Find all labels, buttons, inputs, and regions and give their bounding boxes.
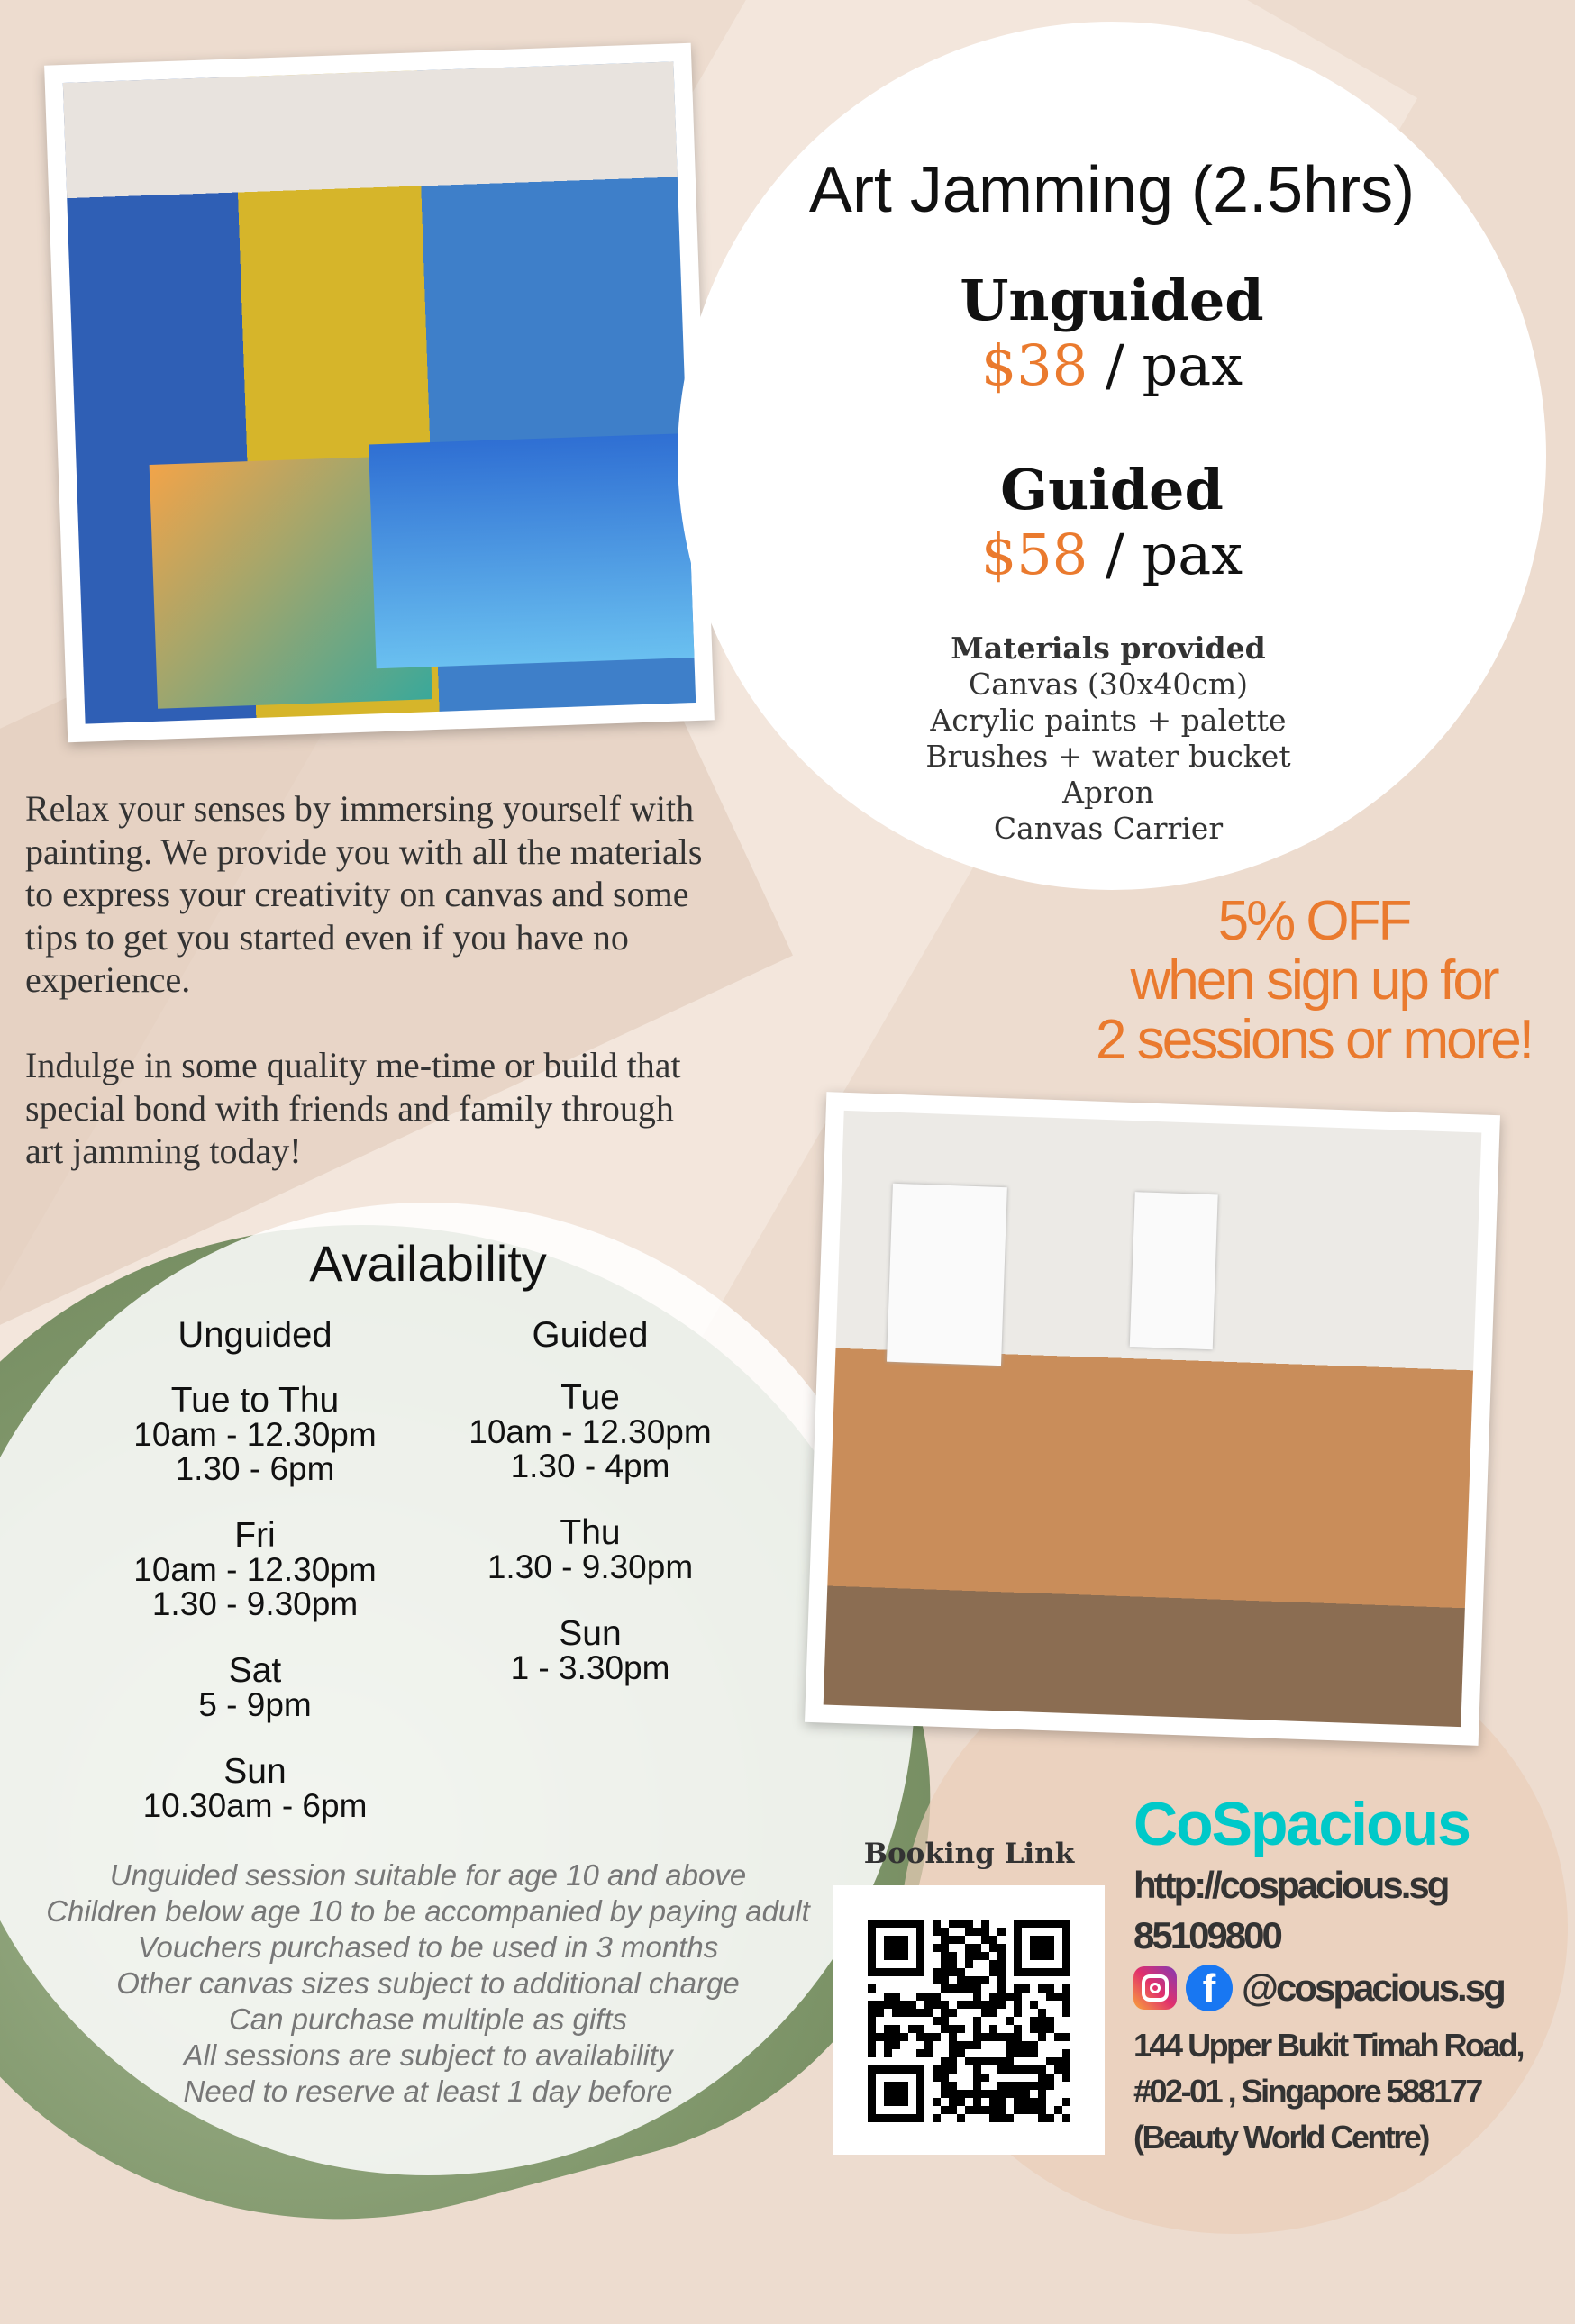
material-item: Apron [1062, 775, 1154, 810]
time: 10am - 12.30pm [133, 1551, 377, 1588]
address-line: (Beauty World Centre) [1133, 2119, 1428, 2156]
social-handle[interactable]: @cospacious.sg [1242, 1966, 1504, 2009]
description-line: experience. [25, 959, 191, 1000]
contact-block [1133, 1788, 1566, 2160]
address [1133, 2022, 1566, 2160]
notes [0, 1857, 856, 2110]
note-line: Children below age 10 to be accompanied by paying adult [46, 1894, 810, 1928]
studio-photo [805, 1092, 1500, 1746]
material-item: Brushes + water bucket [925, 739, 1291, 774]
note-line: Other canvas sizes subject to additional charge [116, 1966, 740, 2000]
description-line [25, 1002, 800, 1045]
col-heading-unguided: Unguided [178, 1315, 332, 1355]
description-line: Indulge in some quality me-time or build that [25, 1045, 681, 1085]
time: 1.30 - 6pm [175, 1450, 335, 1487]
col-heading-guided: Guided [532, 1315, 649, 1355]
note-line: Vouchers purchased to be used in 3 months [137, 1930, 719, 1964]
description [25, 787, 800, 1173]
promo-line: when sign up for [1130, 949, 1498, 1012]
time: 1.30 - 9.30pm [487, 1548, 694, 1585]
brand-name: CoSpacious [1133, 1790, 1470, 1858]
schedule-guided [410, 1378, 770, 1686]
qr-code-icon [868, 1920, 1070, 2122]
day: Sat [228, 1651, 282, 1690]
time: 1.30 - 9.30pm [151, 1585, 359, 1622]
time: 5 - 9pm [198, 1686, 312, 1723]
note-line: Can purchase multiple as gifts [228, 2002, 628, 2036]
time: 1 - 3.30pm [510, 1649, 670, 1686]
page-title: Art Jamming (2.5hrs) [808, 154, 1416, 226]
price-name: Unguided [960, 268, 1264, 333]
booking-label: Booking Link [863, 1838, 1075, 1870]
description-line: art jamming today! [25, 1130, 302, 1171]
time: 10.30am - 6pm [142, 1787, 368, 1824]
price-unguided [678, 268, 1546, 398]
materials-heading: Materials provided [951, 631, 1266, 666]
paintings-photo [44, 43, 715, 743]
day: Sun [223, 1752, 287, 1791]
time: 10am - 12.30pm [133, 1416, 377, 1453]
day: Thu [560, 1513, 621, 1552]
day: Tue [560, 1378, 620, 1417]
day: Fri [234, 1516, 276, 1555]
price-guided [678, 458, 1546, 587]
note-line: Unguided session suitable for age 10 and above [109, 1858, 747, 1892]
availability-title: Availability [309, 1235, 547, 1292]
note-line: Need to reserve at least 1 day before [183, 2074, 673, 2108]
social-row [1133, 1961, 1566, 2015]
price-value: $58 [980, 522, 1088, 587]
address-line: #02-01 , Singapore 588177 [1133, 2073, 1481, 2110]
material-item: Canvas Carrier [993, 811, 1224, 846]
note-line: All sessions are subject to availability [183, 2038, 673, 2072]
description-line: Relax your senses by immersing yourself with [25, 788, 695, 829]
description-line: special bond with friends and family through [25, 1087, 674, 1129]
time: 1.30 - 4pm [510, 1448, 670, 1484]
price-name: Guided [1000, 457, 1224, 522]
booking-qr-code[interactable] [833, 1885, 1105, 2155]
promo-line: 2 sessions or more! [1096, 1009, 1532, 1071]
schedule-unguided [75, 1381, 435, 1824]
day: Sun [559, 1614, 622, 1653]
promo-line: 5% OFF [1217, 890, 1410, 952]
website-link[interactable]: http://cospacious.sg [1133, 1864, 1448, 1906]
material-item: Acrylic paints + palette [930, 703, 1287, 738]
description-line: to express your creativity on canvas and some [25, 874, 689, 914]
phone-number: 85109800 [1133, 1914, 1280, 1956]
instagram-icon[interactable] [1133, 1966, 1177, 2010]
description-line: tips to get you started even if you have no [25, 916, 629, 958]
address-line: 144 Upper Bukit Timah Road, [1133, 2027, 1523, 2064]
day: Tue to Thu [170, 1381, 340, 1420]
price-unit: / pax [1088, 522, 1243, 587]
materials-list [838, 631, 1379, 847]
facebook-icon[interactable]: f [1186, 1965, 1233, 2011]
time: 10am - 12.30pm [469, 1413, 712, 1450]
material-item: Canvas (30x40cm) [968, 667, 1249, 702]
promo-text [1052, 892, 1575, 1070]
price-unit: / pax [1088, 332, 1243, 398]
price-value: $38 [980, 332, 1088, 398]
description-line: painting. We provide you with all the materials [25, 831, 703, 872]
